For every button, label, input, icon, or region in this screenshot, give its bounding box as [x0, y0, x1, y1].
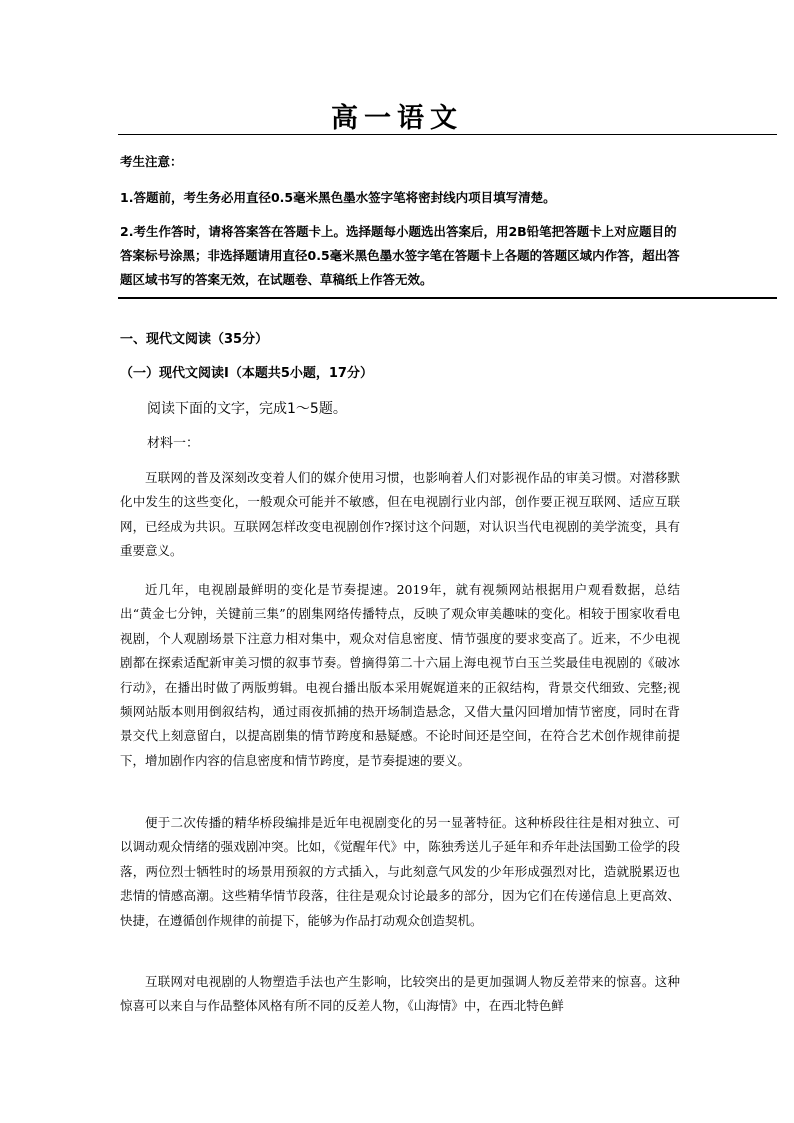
subsection-heading: （一）现代文阅读Ⅰ（本题共5小题，17分）	[120, 366, 373, 381]
notice-heading: 考生注意：	[120, 154, 183, 169]
passage-paragraph-2: 近几年，电视剧最鲜明的变化是节奏提速。2019年，就有视频网站根据用户观看数据，总结出“黄金七分钟，关键前三集”的剧集网络传播特点，反映了观众审美趣味的变化。相较于围家收看电视剧，个人观剧场景下注意力相对集中，观众对信息密度、情节强度的要求变高了。近来，不少电视剧都在探索适配新审美习惯的叙事节奏。曾摘得第二十六届上海电视节白玉兰奖最佳电视剧的《破冰行动》，在播出时做了两版剪辑。电视台播出版本采用娓娓道来的正叙结构，背景交代细致、完整;视频网站版本则用倒叙结构，通过雨夜抓捕的热开场制造悬念，又借大量闪回增加情节密度，同时在背景交代上刻意留白，以提高剧集的情节跨度和悬疑感。不论时间还是空间，在符合艺术创作规律前提下，增加剧作内容的信息密度和情节跨度，是节奏提速的要义。	[120, 582, 680, 768]
material-label: 材料一：	[147, 436, 200, 451]
notice-divider	[118, 297, 777, 299]
title-divider	[118, 134, 777, 135]
notice-item-2: 2.考生作答时，请将答案答在答题卡上。选择题每小题选出答案后，用2B铅笔把答题卡上对应题目的答案标号涂黑；非选择题请用直径0.5毫米黑色墨水签字笔在答题卡上各题的答题区域内作答，超出答题区域书写的答案无效，在试题卷、草稿纸上作答无效。	[120, 224, 680, 287]
notice-item-1: 1.答题前，考生务必用直径0.5毫米黑色墨水签字笔将密封线内项目填写清楚。	[120, 190, 556, 205]
reading-instruction: 阅读下面的文字，完成1～5题。	[147, 401, 347, 417]
passage-paragraph-3: 便于二次传播的精华桥段编排是近年电视剧变化的另一显著特征。这种桥段往往是相对独立、可以调动观众情绪的强戏剧冲突。比如，《觉醒年代》中，陈独秀送儿子延年和乔年赴法国勤工俭学的段落，两位烈士牺牲时的场景用预叙的方式插入，与此刻意气风发的少年形成强烈对比，造就脱累迈也悲情的情感高潮。这些精华情节段落，往往是观众讨论最多的部分，因为它们在传递信息上更高效、快捷，在遵循创作规律的前提下，能够为作品打动观众创造契机。	[120, 815, 680, 928]
page-title: 高一语文	[331, 103, 463, 134]
section-heading: 一、现代文阅读（35分）	[120, 332, 269, 347]
passage-paragraph-4: 互联网对电视剧的人物塑造手法也产生影响，比较突出的是更加强调人物反差带来的惊喜。这种惊喜可以来自与作品整体风格有所不同的反差人物，《山海情》中，在西北特色鲜	[120, 974, 680, 1014]
passage-paragraph-1: 互联网的普及深刻改变着人们的媒介使用习惯，也影响着人们对影视作品的审美习惯。对潜移默化中发生的这些变化，一般观众可能并不敏感，但在电视剧行业内部，创作要正视互联网、适应互联网，已经成为共识。互联网怎样改变电视剧创作?探讨这个问题，对认识当代电视剧的美学流变，具有重要意义。	[120, 470, 680, 559]
